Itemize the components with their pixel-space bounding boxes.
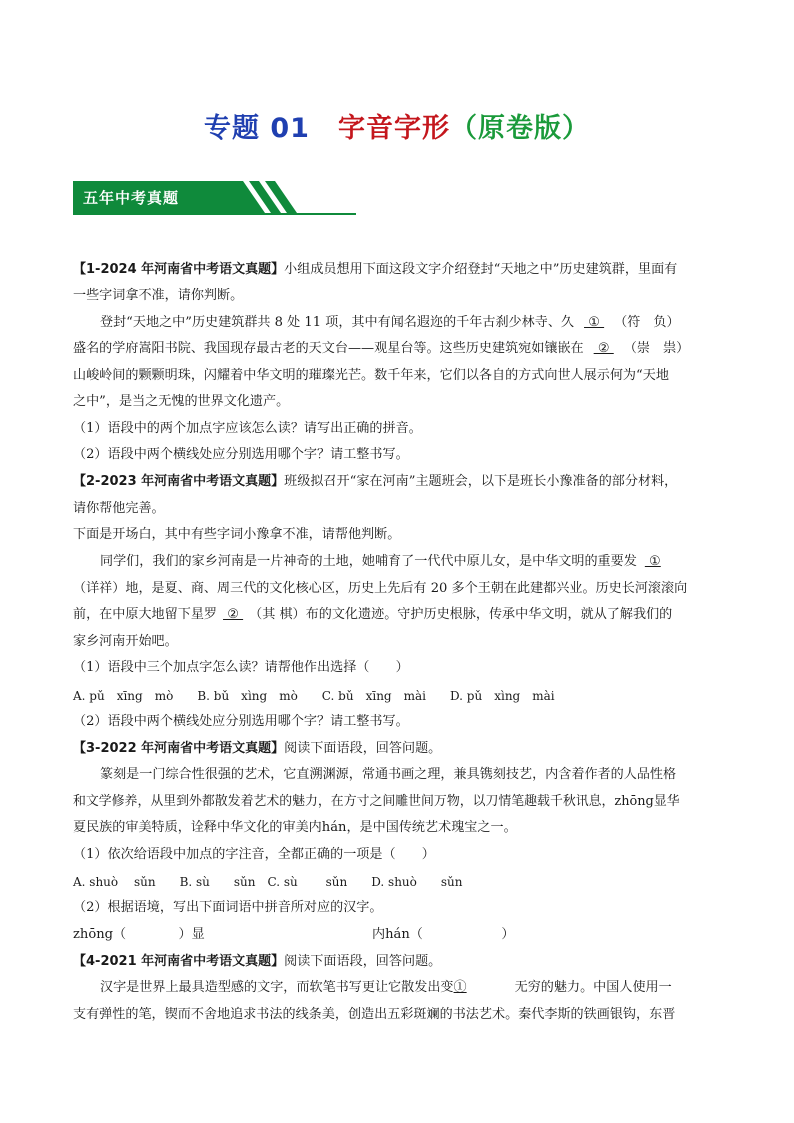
text-segment: 无穷的魅力。中国人使用一 (514, 980, 672, 995)
q1-para-line3: 山峻岭间的颗颗明珠，闪耀着中华文明的璀璨光芒。数千年来，它们以各自的方式向世人展示何为“天地 (73, 368, 669, 383)
text-segment: 【3-2022 年河南省中考语文真题】 (73, 741, 285, 756)
text-segment: 登封“天地之中”历史建筑群共 8 处 11 项，其中有闻名遐迩的千年古刹少林寺、久 (100, 315, 575, 330)
q2-para-line3 (73, 605, 672, 625)
q1-para-line4: 之中”，是当之无愧的世界文化遗产。 (73, 394, 290, 409)
q3-para-line3: 夏民族的审美特质，诠释中华文化的审美内hán，是中国传统艺术瑰宝之一。 (73, 820, 517, 835)
q1-para-line1 (100, 313, 680, 333)
q3-intro (73, 739, 441, 759)
text-segment: 同学们，我们的家乡河南是一片神奇的土地，她哺育了一代代中原儿女，是中华文明的重要发 (100, 554, 637, 569)
page-title (0, 106, 794, 145)
q2-para-line4: 家乡河南开始吧。 (73, 634, 178, 649)
text-segment: 盛名的学府嵩阳书院、我国现存最古老的天文台——观星台等。这些历史建筑宛如镶嵌在 (73, 341, 584, 356)
q2-subq-1: （1）语段中三个加点字怎么读？请帮他作出选择（ ） (73, 660, 409, 675)
q2-options: A. pǔ xīng mò B. bǔ xìng mò C. bǔ xīng mài D. pǔ xìng mài (73, 689, 555, 703)
q4-intro (73, 952, 441, 972)
q2-blank-1: ① (644, 554, 661, 569)
q2-intro-line3: 下面是开场白，其中有些字词小豫拿不准，请帮他判断。 (73, 527, 401, 542)
q3-subq-1: （1）依次给语段中加点的字注音，全都正确的一项是（ ） (73, 847, 435, 862)
q3-para-line1: 篆刻是一门综合性很强的艺术，它直溯渊源，常通书画之理，兼具镌刻技艺，内含着作者的人品性格 (100, 767, 677, 782)
q2-intro-line2: 请你帮他完善。 (73, 501, 165, 516)
q2-para-line2: （详祥）地，是夏、商、周三代的文化核心区，历史上先后有 20 多个王朝在此建都兴业。历史长河滚滚向 (73, 581, 688, 596)
q4-para-line1 (100, 978, 672, 998)
title-topic: 专题 01 (204, 113, 310, 144)
text-segment: 【4-2021 年河南省中考语文真题】 (73, 954, 285, 969)
text-segment: 小组成员想用下面这段文字介绍登封“天地之中”历史建筑群，里面有 (284, 262, 678, 277)
q2-blank-2: ② (223, 607, 244, 622)
q2-subq-2: （2）语段中两个横线处应分别选用哪个字？请工整书写。 (73, 714, 409, 729)
q3-para-line2: 和文学修养，从里到外都散发着艺术的魅力，在方寸之间雕世间万物，以刀情笔趣载千秋讯息，zhōng显华 (73, 794, 680, 809)
q3-word-1: zhōng（ ）显 (73, 927, 205, 942)
text-segment: 【2-2023 年河南省中考语文真题】 (73, 474, 285, 489)
text-segment: （崇 祟） (623, 341, 690, 356)
text-segment: 班级拟召开“家在河南”主题班会，以下是班长小豫准备的部分材料， (284, 474, 678, 489)
q1-blank-1: ① (584, 315, 605, 330)
q3-word-2: 内hán（ ） (372, 927, 515, 942)
text-segment: （其 棋）布的文化遗迹。守护历史根脉，传承中华文明，就从了解我们的 (249, 607, 673, 622)
q3-options: A. shuò sǔn B. sù sǔn C. sù sǔn D. shuò sǔn (73, 875, 463, 889)
title-subject: 字音字形 (337, 113, 450, 144)
q1-subq-1: （1）语段中的两个加点字应该怎么读？请写出正确的拼音。 (73, 421, 422, 436)
q2-intro-line1 (73, 472, 677, 492)
q1-subq-2: （2）语段中两个横线处应分别选用哪个字？请工整书写。 (73, 447, 409, 462)
q3-subq-2: （2）根据语境，写出下面词语中拼音所对应的汉字。 (73, 900, 383, 915)
text-segment: 前，在中原大地留下星罗 (73, 607, 218, 622)
q2-para-line1 (100, 552, 669, 572)
text-segment: 阅读下面语段，回答问题。 (284, 954, 442, 969)
q1-blank-2: ② (593, 341, 614, 356)
text-segment: （符 负） (614, 315, 680, 330)
text-segment: 【1-2024 年河南省中考语文真题】 (73, 262, 285, 277)
q4-para-line2: 支有弹性的笔，锲而不舍地追求书法的线条美，创造出五彩斑斓的书法艺术。秦代李斯的铁画银钩，东晋 (73, 1007, 676, 1022)
text-segment: 阅读下面语段，回答问题。 (284, 741, 442, 756)
section-rule (73, 213, 356, 215)
q1-para-line2 (73, 339, 689, 359)
title-edition: （原卷版） (449, 113, 590, 144)
section-banner-label: 五年中考真题 (83, 189, 180, 207)
q4-blank-1: ① (453, 980, 467, 995)
q1-intro-line1 (73, 260, 677, 280)
text-segment: 汉字是世界上最具造型感的文字，而软笔书写更让它散发出变 (100, 980, 454, 995)
q1-intro-line2: 一些字词拿不准，请你判断。 (73, 288, 244, 303)
